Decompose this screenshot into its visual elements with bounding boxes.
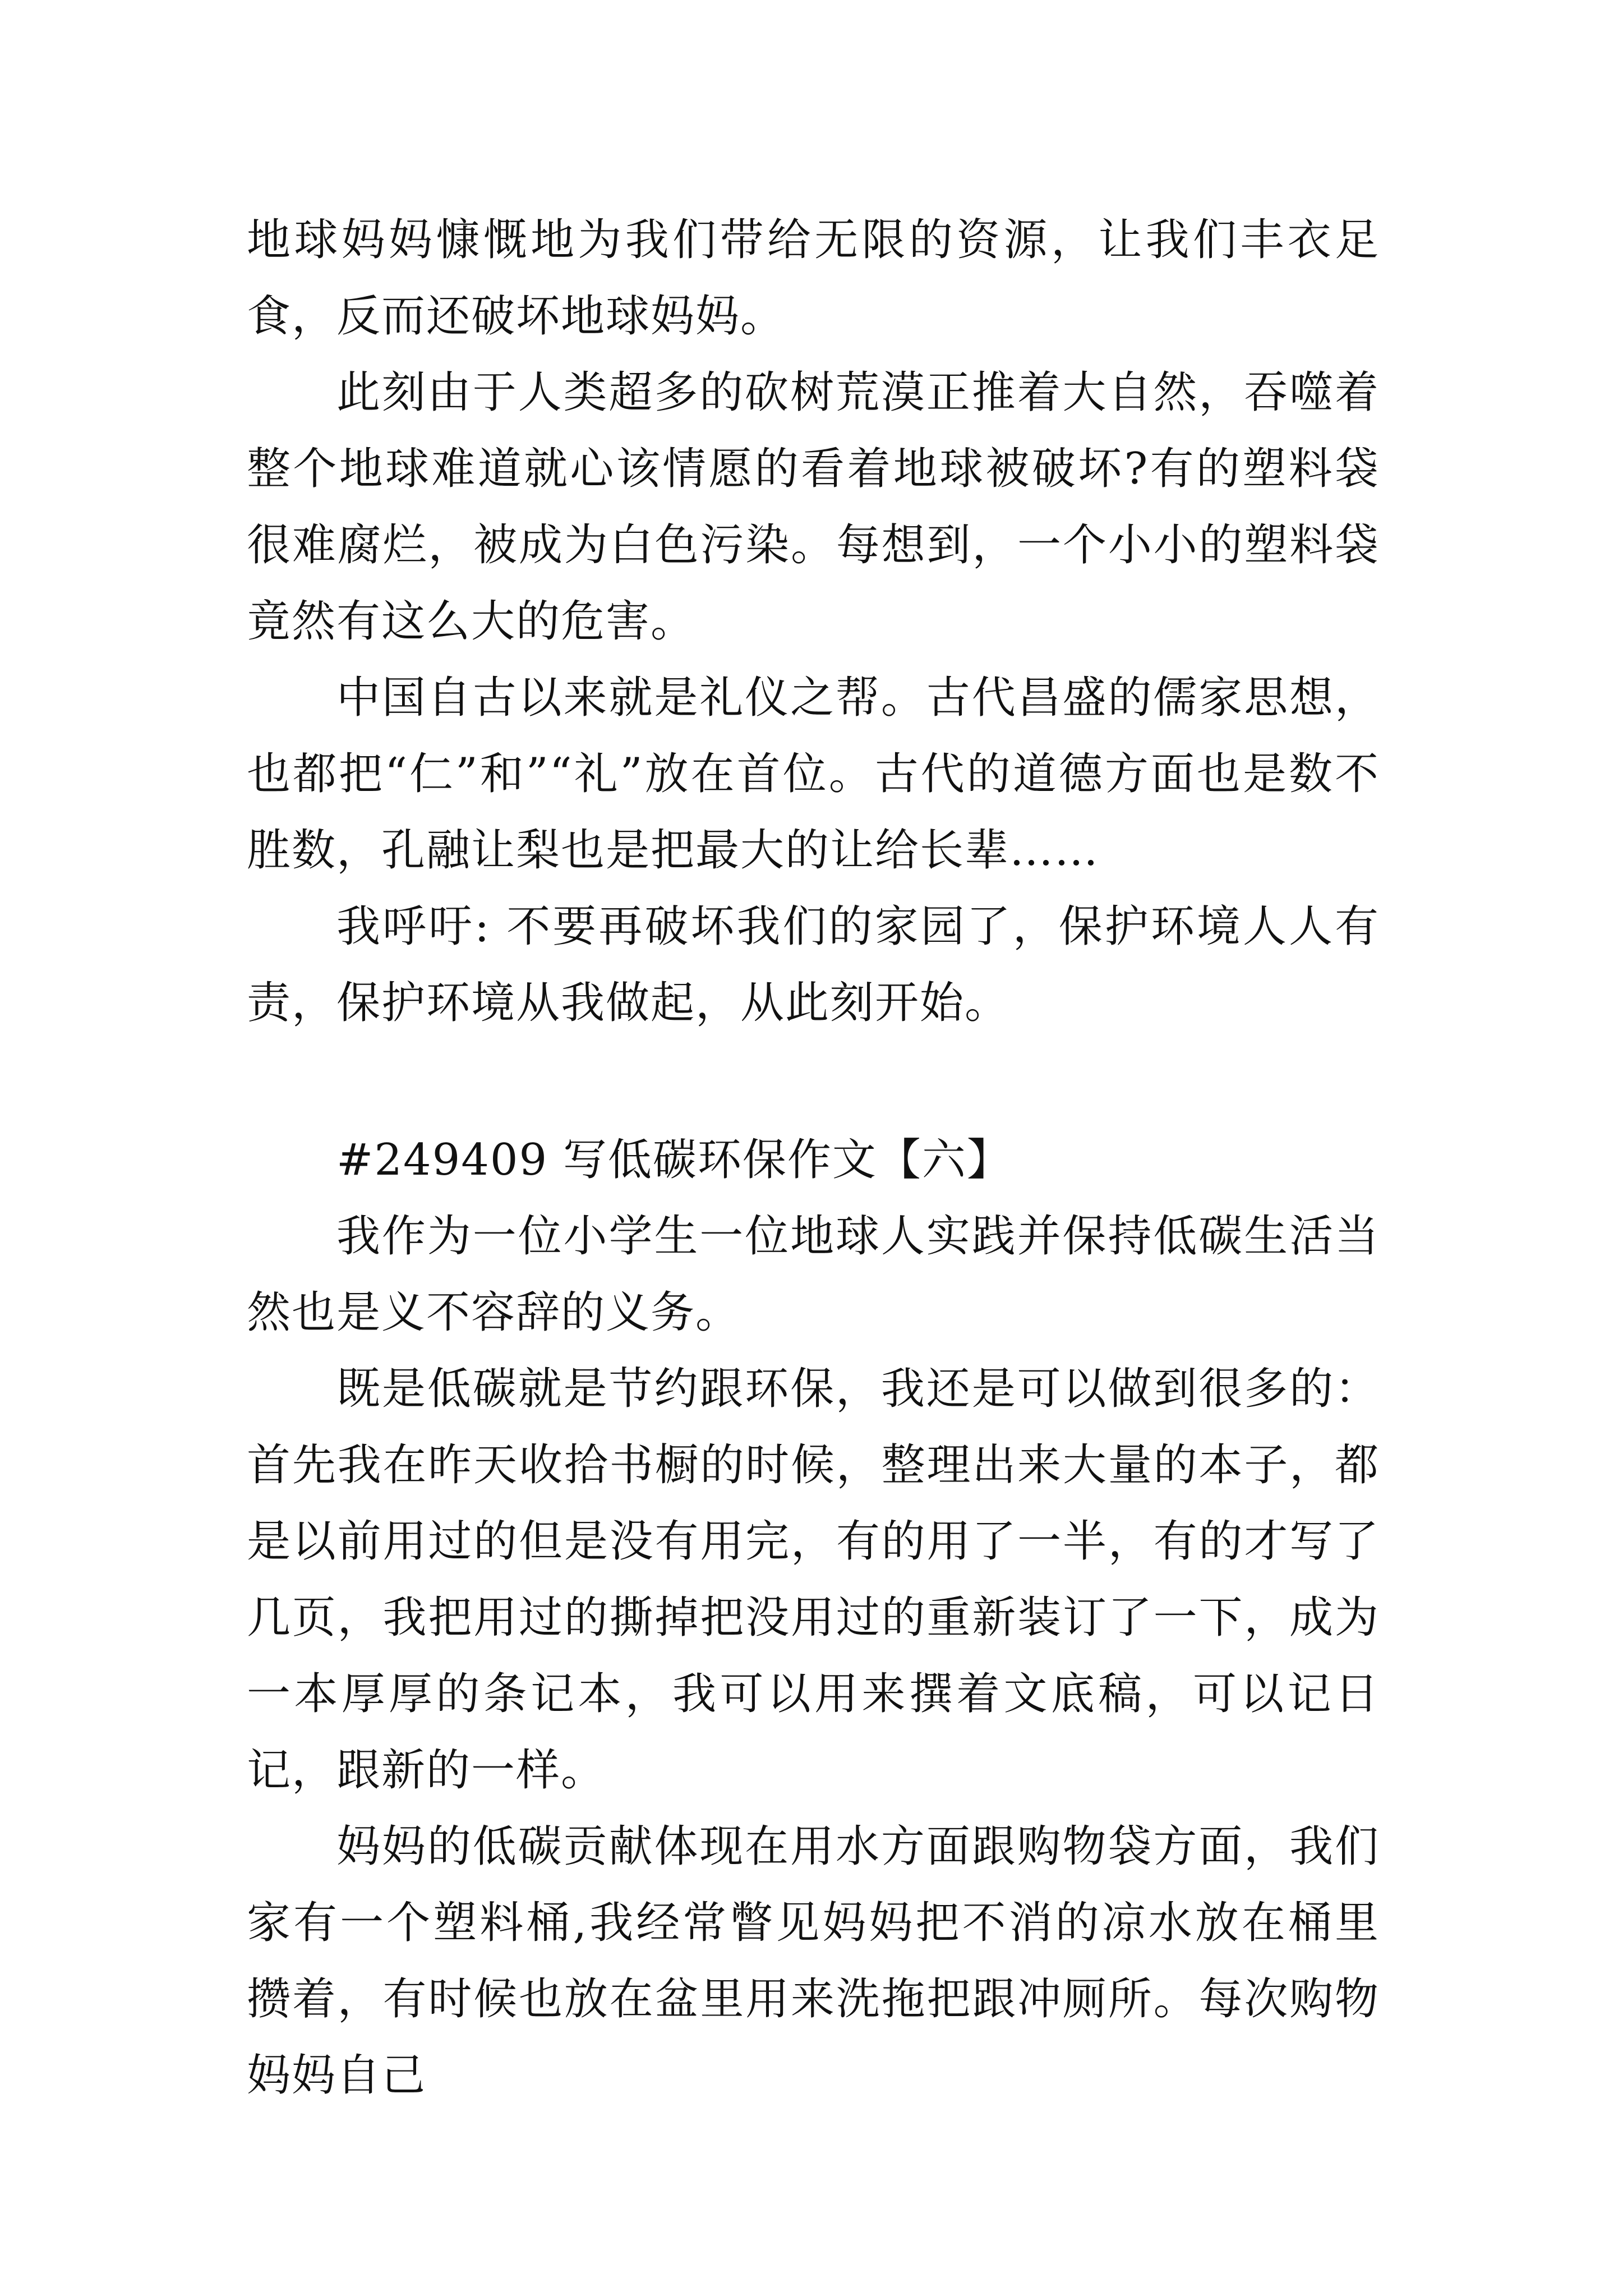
paragraph-earth-mother: 地球妈妈慷慨地为我们带给无限的资源，让我们丰衣足食，反而还破坏地球妈妈。 [247, 215, 1380, 342]
paragraph-student-duty: 我作为一位小学生一位地球人实践并保持低碳生活当然也是义不容辞的义务。 [247, 1211, 1380, 1338]
paragraph-deforestation: 此刻由于人类超多的砍树荒漠正推着大自然，吞噬着整个地球难道就心该情愿的看着地球被破坏?有的塑料袋很难腐烂，被成为白色污染。每想到，一个小小的塑料袋竟然有这么大的危害。 [247, 367, 1380, 647]
document-body [247, 202, 1380, 2114]
paragraph-etiquette: 中国自古以来就是礼仪之帮。古代昌盛的儒家思想，也都把“仁”和”“礼”放在首位。古代的道德方面也是数不胜数，孔融让梨也是把最大的让给长辈…… [247, 673, 1380, 876]
paragraph-appeal: 我呼吁: 不要再破坏我们的家园了，保护环境人人有责，保护环境从我做起，从此刻开始。 [247, 901, 1380, 1028]
section-heading: #249409 写低碳环保作文【六】 [336, 1135, 1012, 1185]
paragraph-notebooks: 既是低碳就是节约跟环保，我还是可以做到很多的：首先我在昨天收拾书橱的时候，整理出来大量的本子，都是以前用过的但是没有用完，有的用了一半，有的才写了几页，我把用过的撕掉把没用过的重新装订了一下，成为一本厚厚的条记本，我可以用来撰着文底稿，可以记日记，跟新的一样。 [247, 1364, 1380, 1796]
paragraph-mother-water: 妈妈的低碳贡献体现在用水方面跟购物袋方面，我们家有一个塑料桶,我经常瞥见妈妈把不消的凉水放在桶里攒着，有时候也放在盆里用来洗拖把跟冲厕所。每次购物妈妈自己 [247, 1821, 1380, 2101]
